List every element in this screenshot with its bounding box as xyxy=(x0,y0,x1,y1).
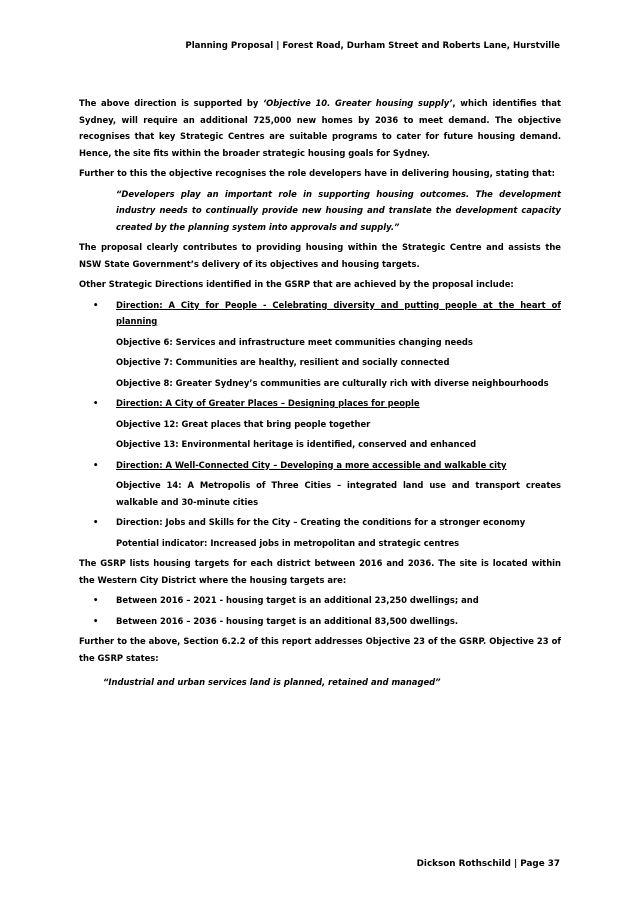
direction-title: Direction: Jobs and Skills for the City – Creating the conditions for a stronger economy xyxy=(116,517,526,527)
page-footer: Dickson Rothschild | Page 37 xyxy=(416,859,560,869)
target-item xyxy=(79,592,561,609)
directions-list xyxy=(79,297,561,552)
paragraph-proposal-contribution: The proposal clearly contributes to providing housing within the Strategic Centre and assists the NSW State Government’s delivery of its objectives and housing targets. xyxy=(79,242,561,269)
direction-title: Direction: A Well-Connected City – Developing a more accessible and walkable city xyxy=(116,459,507,470)
objective-item: Objective 6: Services and infrastructure meet communities changing needs xyxy=(116,336,473,347)
objective-item: Objective 14: A Metropolis of Three Cities – integrated land use and transport creates walkable and 30-minute cities xyxy=(116,480,561,507)
bullet-icon: • xyxy=(93,299,99,310)
objective-item: Objective 8: Greater Sydney’s communities are culturally rich with diverse neighbourhoods xyxy=(116,377,549,388)
direction-item xyxy=(79,297,561,392)
paragraph-text: , which identifies that Sydney, will require an additional 725,000 new homes by 2036 to meet demand. The objective recognises that key Strategic Centres are suitable programs to cater for future housing demand. Hence, the site fits within the broader strategic housing goals for Sydney. xyxy=(79,98,561,158)
paragraph-housing-targets: The GSRP lists housing targets for each district between 2016 and 2036. The site is located within the Western City District where the housing targets are: xyxy=(79,558,561,585)
objective-item: Objective 7: Communities are healthy, resilient and socially connected xyxy=(116,357,450,367)
target-text: Between 2016 – 2036 - housing target is an additional 83,500 dwellings. xyxy=(116,615,458,626)
bullet-icon: • xyxy=(93,595,99,605)
objective-reference: ‘Objective 10. Greater housing supply’ xyxy=(262,98,453,108)
bullet-icon: • xyxy=(93,398,99,408)
bullet-icon: • xyxy=(93,459,99,470)
paragraph-other-directions: Other Strategic Directions identified in the GSRP that are achieved by the proposal include: xyxy=(79,279,514,289)
targets-list xyxy=(79,592,561,629)
developers-quote: “Developers play an important role in supporting housing outcomes. The development industry needs to continually provide new housing and translate the development capacity created by the planning system into approvals and supply.” xyxy=(116,188,561,232)
page-content xyxy=(79,95,561,691)
paragraph-housing-supply xyxy=(79,95,561,161)
paragraph-developers-role: Further to this the objective recognises the role developers have in delivering housing, stating that: xyxy=(79,168,556,178)
bullet-icon: • xyxy=(93,517,99,527)
direction-item xyxy=(79,457,561,511)
objective-item: Objective 12: Great places that bring people together xyxy=(116,418,371,429)
direction-item xyxy=(79,395,561,453)
target-item xyxy=(79,613,561,630)
target-text: Between 2016 – 2021 - housing target is an additional 23,250 dwellings; and xyxy=(116,595,479,605)
paragraph-objective-23: Further to the above, Section 6.2.2 of this report addresses Objective 23 of the GSRP. Objective 23 of the GSRP states: xyxy=(79,636,561,663)
objective-item: Objective 13: Environmental heritage is identified, conserved and enhanced xyxy=(116,439,477,449)
objective-item: Potential indicator: Increased jobs in metropolitan and strategic centres xyxy=(116,537,460,548)
page-header: Planning Proposal | Forest Road, Durham Street and Roberts Lane, Hurstville xyxy=(185,41,560,51)
objective-23-quote: “Industrial and urban services land is planned, retained and managed” xyxy=(103,677,441,687)
bullet-icon: • xyxy=(93,615,99,626)
direction-title: Direction: A City of Greater Places – Designing places for people xyxy=(116,398,420,408)
paragraph-text: The above direction is supported by xyxy=(79,98,263,108)
direction-item xyxy=(79,514,561,551)
direction-title: Direction: A City for People - Celebrating diversity and putting people at the heart of planning xyxy=(116,299,561,326)
